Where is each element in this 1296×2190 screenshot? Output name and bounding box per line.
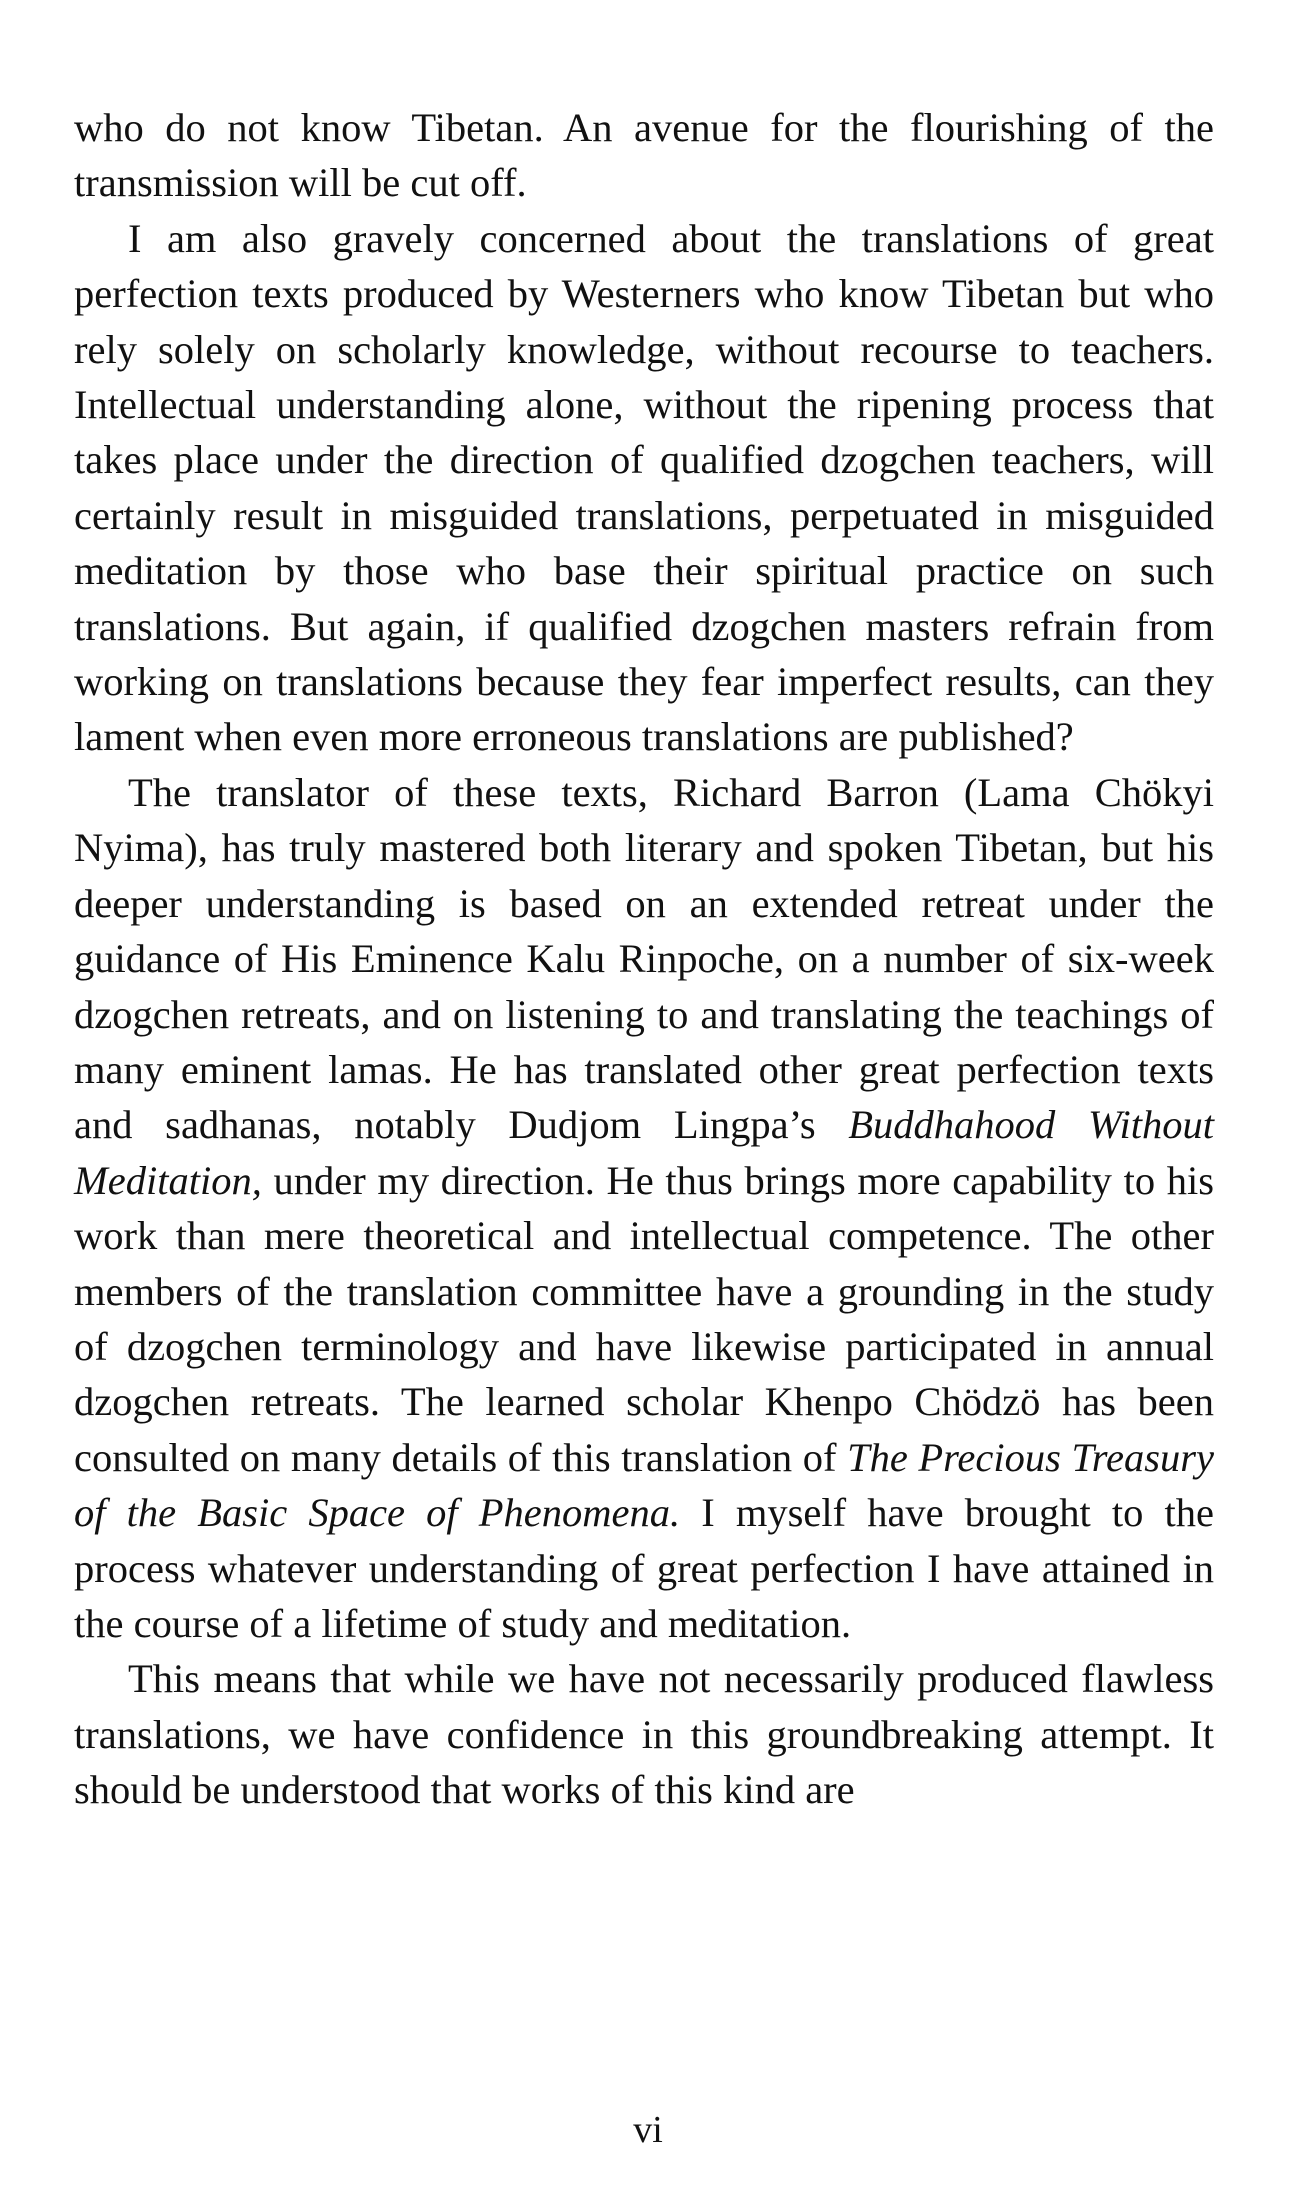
page-number: vi	[633, 2109, 663, 2151]
paragraph-translator	[74, 765, 1214, 1652]
paragraph-translator-text-a: The translator of these texts, Richard Barron (Lama Chökyi Nyima), has truly mastered both literary and spoken Tibetan, but his deeper understanding is based on an extended retreat under the guidance of His Eminence Kalu Rinpoche, on a number of six-week dzogchen retreats, and on listening to and translating the teachings of many eminent lamas. He has translated other great perfection texts and sadhanas, notably Dudjom Lingpa’s	[74, 769, 1214, 1148]
paragraph-confidence: This means that while we have not necessarily produced flawless translations, we have confidence in this groundbreaking attempt. It should be understood that works of this kind are	[74, 1656, 1214, 1813]
paragraph-translator-text-c: under my direction. He thus brings more capability to his work than mere theoretical and intellectual competence. The other members of the translation committee have a grounding in the study of dzogchen terminology and have likewise participated in annual dzogchen retreats. The learned scholar Khenpo Chödzö has been consulted on many details of this translation of	[74, 1157, 1214, 1480]
paragraph-continued: who do not know Tibetan. An avenue for the flourishing of the transmission will be cut off.	[74, 105, 1214, 206]
italic-title-buddhahood: Buddhahood Without Meditation,	[74, 1102, 1215, 1203]
body-text	[74, 100, 1214, 1818]
paragraph-translation-concerns: I am also gravely concerned about the translations of great perfection texts produced by Westerners who know Tibetan but who rely solely on scholarly knowledge, without recourse to teachers. Intellectual understanding alone, without the ripening process that takes place under the direction of qualified dzogchen teachers, will certainly result in misguided translations, perpetuated in misguided meditation by those who base their spiritual practice on such translations. But again, if qualified dzogchen masters refrain from working on translations because they fear imperfect results, can they lament when even more erroneous translations are published?	[74, 215, 1214, 760]
paragraph-translator-text-e: I myself have brought to the process whatever understanding of great perfection I have attained in the course of a lifetime of study and meditation.	[74, 1490, 1214, 1646]
italic-title-precious-treasury: The Precious Treasury of the Basic Space of Phenomena.	[74, 1434, 1214, 1536]
